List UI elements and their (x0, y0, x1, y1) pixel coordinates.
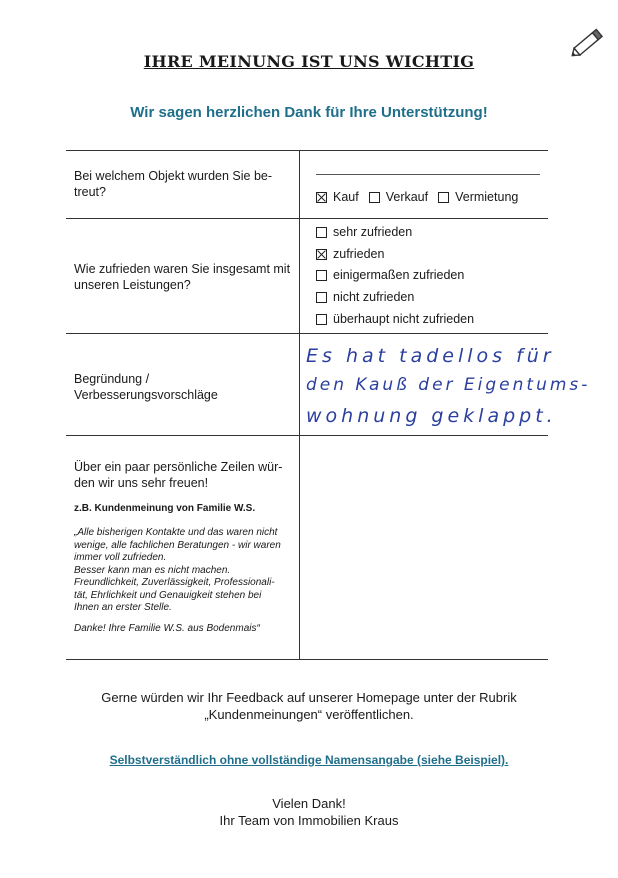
object-question (74, 168, 289, 200)
row-divider-3 (66, 435, 548, 436)
feedback-text (0, 689, 618, 723)
reason-label-line2: Verbesserungsvorschläge (74, 388, 218, 402)
example-line-6: tät, Ehrlichkeit und Genauigkeit stehen bei (74, 589, 262, 601)
example-line-2: wenige, alle fachlichen Beratungen - wir waren (74, 539, 281, 551)
checkbox-ueberhaupt-nicht-zufrieden[interactable] (316, 314, 327, 325)
example-closing: Danke! Ihre Familie W.S. aus Bodenmais“ (74, 623, 260, 634)
option-zufrieden-label: zufrieden (333, 247, 385, 261)
checkbox-verkauf[interactable] (369, 192, 380, 203)
object-answer-line (316, 174, 540, 175)
option-einigermassen-zufrieden[interactable] (316, 268, 464, 282)
checkbox-einigermassen-zufrieden[interactable] (316, 270, 327, 281)
option-verkauf[interactable] (369, 190, 428, 204)
reason-label-line1: Begründung / (74, 372, 150, 386)
option-ueberhaupt-nicht-zufrieden-label: überhaupt nicht zufrieden (333, 312, 475, 326)
column-divider (299, 150, 300, 659)
handwritten-line-2: den Kauß der Eigentums- (306, 375, 591, 395)
example-line-5: Freundlichkeit, Zuverlässigkeit, Professionali- (74, 577, 275, 588)
satisfaction-question (74, 261, 299, 293)
handwritten-line-1: Es hat tadellos für (306, 345, 555, 367)
satisfaction-question-line1: Wie zufrieden waren Sie insgesamt mit (74, 262, 291, 276)
example-heading: z.B. Kundenmeinung von Familie W.S. (74, 503, 256, 514)
option-nicht-zufrieden-label: nicht zufrieden (333, 290, 415, 304)
example-line-4: Besser kann man es nicht machen. (74, 564, 231, 576)
satisfaction-question-line2: unseren Leistungen? (74, 278, 191, 292)
checkbox-nicht-zufrieden[interactable] (316, 292, 327, 303)
option-nicht-zufrieden[interactable] (316, 290, 414, 304)
checkbox-sehr-zufrieden[interactable] (316, 227, 327, 238)
example-line-1: „Alle bisherigen Kontakte und das waren nicht (74, 527, 278, 538)
example-line-3: immer voll zufrieden. (74, 552, 167, 563)
personal-prompt-line1: Über ein paar persönliche Zeilen wür- (74, 460, 283, 474)
option-vermietung-label: Vermietung (455, 190, 519, 204)
personal-prompt-line2: den wir uns sehr freuen! (74, 476, 209, 490)
option-einigermassen-zufrieden-label: einigermaßen zufrieden (333, 268, 465, 282)
option-sehr-zufrieden-label: sehr zufrieden (333, 225, 413, 239)
option-sehr-zufrieden[interactable] (316, 225, 412, 239)
object-question-line1: Bei welchem Objekt wurden Sie be- (74, 169, 273, 183)
checkbox-kauf[interactable] (316, 192, 327, 203)
row-divider-1 (66, 218, 548, 219)
anonymity-note-container (0, 751, 618, 769)
team-signature: Ihr Team von Immobilien Kraus (219, 813, 399, 828)
option-kauf-label: Kauf (333, 190, 359, 204)
option-verkauf-label: Verkauf (385, 190, 429, 204)
table-bottom-border (66, 659, 548, 660)
option-zufrieden[interactable] (316, 247, 384, 261)
closing (0, 795, 618, 829)
table-top-border (66, 150, 548, 151)
checkbox-vermietung[interactable] (438, 192, 449, 203)
anonymity-note: Selbstverständlich ohne vollständige Namensangabe (siehe Beispiel). (109, 753, 509, 767)
object-options (316, 190, 518, 204)
option-ueberhaupt-nicht-zufrieden[interactable] (316, 312, 474, 326)
row-divider-2 (66, 333, 548, 334)
reason-label (74, 371, 289, 403)
thanks-text: Vielen Dank! (272, 796, 346, 811)
object-question-line2: treut? (74, 185, 106, 199)
personal-prompt (74, 459, 296, 491)
handwritten-line-3: wohnung geklappt. (306, 405, 557, 427)
page-subtitle: Wir sagen herzlichen Dank für Ihre Unterstützung! (130, 104, 488, 121)
feedback-line-1: Gerne würden wir Ihr Feedback auf unserer Homepage unter der Rubrik (101, 690, 517, 705)
example-line-7: Ihnen an erster Stelle. (74, 602, 172, 613)
option-vermietung[interactable] (438, 190, 518, 204)
option-kauf[interactable] (316, 190, 359, 204)
feedback-line-2: „Kundenmeinungen“ veröffentlichen. (204, 707, 414, 722)
checkbox-zufrieden[interactable] (316, 249, 327, 260)
page-title: IHRE MEINUNG IST UNS WICHTIG (143, 52, 475, 71)
example-quote (74, 527, 296, 615)
